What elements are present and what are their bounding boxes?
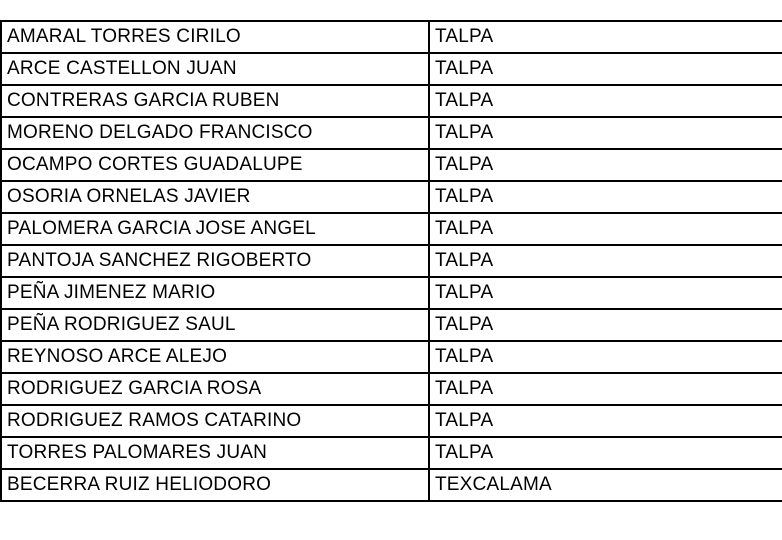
name-cell[interactable]: PANTOJA SANCHEZ RIGOBERTO	[1, 245, 429, 277]
table-row	[1, 309, 782, 341]
place-cell[interactable]: TALPA	[429, 437, 782, 469]
name-cell[interactable]: PEÑA JIMENEZ MARIO	[1, 277, 429, 309]
place-cell[interactable]: TALPA	[429, 245, 782, 277]
table-row	[1, 245, 782, 277]
name-cell[interactable]: PEÑA RODRIGUEZ SAUL	[1, 309, 429, 341]
name-cell[interactable]: RODRIGUEZ GARCIA ROSA	[1, 373, 429, 405]
names-table	[0, 20, 782, 502]
name-cell[interactable]: OSORIA ORNELAS JAVIER	[1, 181, 429, 213]
name-cell[interactable]: RODRIGUEZ RAMOS CATARINO	[1, 405, 429, 437]
place-cell[interactable]: TALPA	[429, 405, 782, 437]
table-row	[1, 213, 782, 245]
place-cell[interactable]: TALPA	[429, 53, 782, 85]
table-row	[1, 469, 782, 501]
table-row	[1, 341, 782, 373]
name-cell[interactable]: OCAMPO CORTES GUADALUPE	[1, 149, 429, 181]
place-cell[interactable]: TALPA	[429, 181, 782, 213]
table-row	[1, 437, 782, 469]
place-cell[interactable]: TALPA	[429, 309, 782, 341]
spreadsheet-area	[0, 20, 782, 502]
place-cell[interactable]: TALPA	[429, 21, 782, 53]
table-row	[1, 181, 782, 213]
place-cell[interactable]: TEXCALAMA	[429, 469, 782, 501]
name-cell[interactable]: REYNOSO ARCE ALEJO	[1, 341, 429, 373]
place-cell[interactable]: TALPA	[429, 213, 782, 245]
name-cell[interactable]: PALOMERA GARCIA JOSE ANGEL	[1, 213, 429, 245]
name-cell[interactable]: ARCE CASTELLON JUAN	[1, 53, 429, 85]
place-cell[interactable]: TALPA	[429, 117, 782, 149]
place-cell[interactable]: TALPA	[429, 149, 782, 181]
table-row	[1, 149, 782, 181]
table-row	[1, 405, 782, 437]
table-row	[1, 117, 782, 149]
name-cell[interactable]: CONTRERAS GARCIA RUBEN	[1, 85, 429, 117]
name-cell[interactable]: MORENO DELGADO FRANCISCO	[1, 117, 429, 149]
place-cell[interactable]: TALPA	[429, 85, 782, 117]
table-row	[1, 277, 782, 309]
name-cell[interactable]: AMARAL TORRES CIRILO	[1, 21, 429, 53]
place-cell[interactable]: TALPA	[429, 341, 782, 373]
table-row	[1, 373, 782, 405]
place-cell[interactable]: TALPA	[429, 373, 782, 405]
table-row	[1, 21, 782, 53]
name-cell[interactable]: TORRES PALOMARES JUAN	[1, 437, 429, 469]
table-row	[1, 53, 782, 85]
name-cell[interactable]: BECERRA RUIZ HELIODORO	[1, 469, 429, 501]
table-row	[1, 85, 782, 117]
place-cell[interactable]: TALPA	[429, 277, 782, 309]
